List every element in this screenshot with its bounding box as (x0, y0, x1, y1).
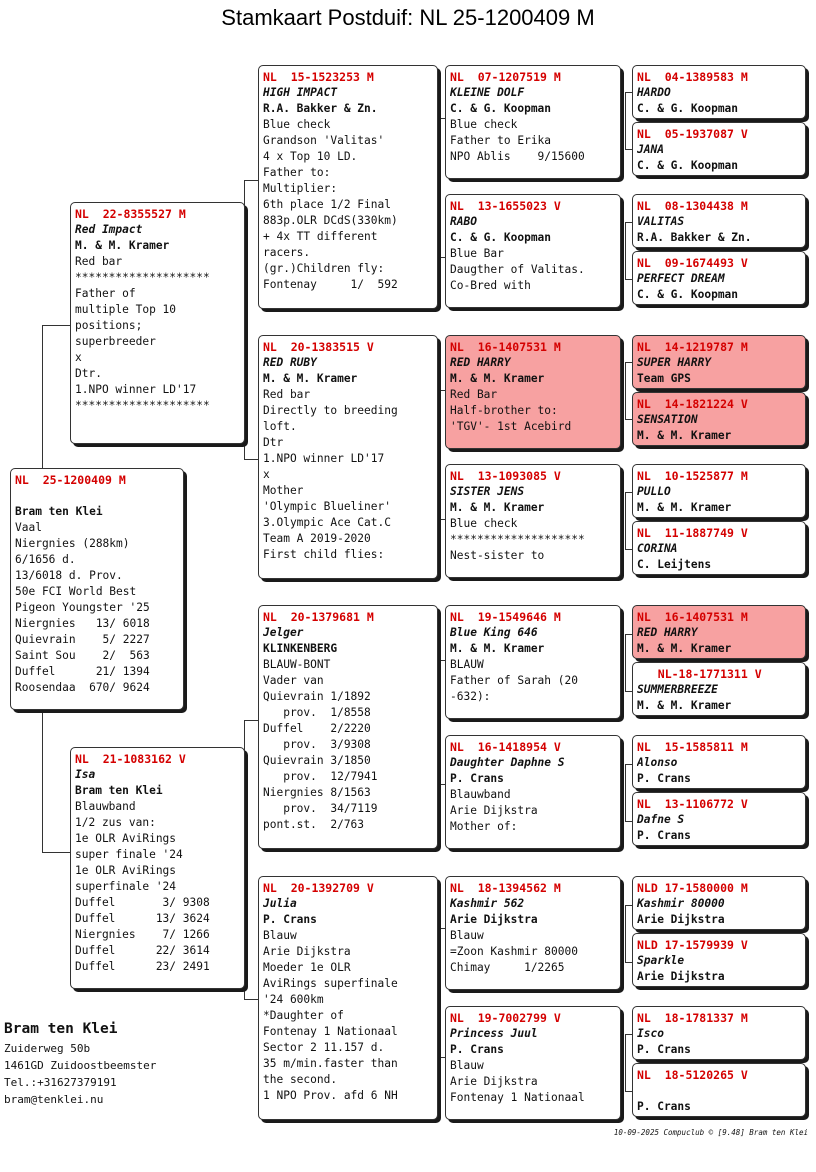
owner: M. & M. Kramer (450, 501, 545, 514)
ring-number: NL 18-1781337 M (637, 1011, 748, 1025)
owner: R.A. Bakker & Zn. (637, 231, 752, 244)
info-line: Fontenay 1 Nationaal (263, 1025, 398, 1038)
pigeon-card-gen5 (632, 122, 806, 176)
pigeon-name: RED HARRY (450, 356, 511, 369)
pigeon-card-gen5 (632, 65, 806, 119)
pigeon-card-gen5 (632, 735, 806, 789)
info-line: 35 m/min.faster than (263, 1057, 398, 1070)
pigeon-name: Isa (75, 768, 96, 781)
info-line: racers. (263, 246, 311, 259)
info-line: Mother (263, 484, 304, 497)
info-line: =Zoon Kashmir 80000 (450, 945, 578, 958)
info-line: loft. (263, 420, 297, 433)
info-line: Blauwband (450, 788, 511, 801)
pigeon-card-subject (10, 468, 184, 710)
info-line: Daugther of Valitas. (450, 263, 585, 276)
info-line: BLAUW (450, 658, 484, 671)
info-line: Red bar (263, 388, 311, 401)
info-line: 6th place 1/2 Final (263, 198, 391, 211)
owner: P. Crans (637, 829, 691, 842)
info-line: Co-Bred with (450, 279, 531, 292)
ring-number: NL 07-1207519 M (450, 70, 561, 84)
info-line: 1.NPO winner LD'17 (263, 452, 385, 465)
info-line: Blauw (450, 1059, 484, 1072)
owner: Team GPS (637, 372, 691, 385)
pigeon-name: Princess Juul (450, 1027, 538, 1040)
pigeon-name: Jelger (263, 626, 304, 639)
info-line: Quievrain 5/ 2227 (15, 633, 150, 646)
ring-number: NL 15-1585811 M (637, 740, 748, 754)
info-line: 13/6018 d. Prov. (15, 569, 123, 582)
pigeon-card-great-grandparent (445, 335, 621, 449)
ring-number: NL-18-1771311 V (637, 667, 762, 681)
info-line: Father to Erika (450, 134, 552, 147)
pigeon-card-father (70, 202, 245, 444)
ring-number: NL 25-1200409 M (15, 473, 126, 487)
info-line: Vaal (15, 521, 42, 534)
info-line: prov. 1/8558 (263, 706, 371, 719)
pigeon-card-gen5 (632, 521, 806, 575)
breeder-city: 1461GD Zuidoostbeemster (4, 1059, 157, 1072)
info-line: Fontenay 1 Nationaal (450, 1091, 585, 1104)
ring-number: NL 16-1418954 V (450, 740, 561, 754)
pigeon-name: Isco (637, 1027, 664, 1040)
info-line: positions; (75, 319, 143, 332)
info-line: Dtr. (75, 367, 102, 380)
pigeon-card-gen5 (632, 1006, 806, 1060)
pigeon-card-great-grandparent (445, 876, 621, 990)
pigeon-name: JANA (637, 143, 664, 156)
ring-number: NL 05-1937087 V (637, 127, 748, 141)
pigeon-card-great-grandparent (445, 464, 621, 578)
ring-number: NLD 17-1579939 V (637, 938, 748, 952)
info-line: Team A 2019-2020 (263, 532, 371, 545)
info-line: Mother of: (450, 820, 518, 833)
owner: R.A. Bakker & Zn. (263, 102, 378, 115)
owner: M. & M. Kramer (637, 429, 732, 442)
info-line: Duffel 13/ 3624 (75, 912, 210, 925)
info-line: pont.st. 2/763 (263, 818, 365, 831)
owner: Arie Dijkstra (637, 913, 725, 926)
info-line: 'Olympic Blueliner' (263, 500, 391, 513)
ring-number: NL 20-1379681 M (263, 610, 374, 624)
ring-number: NL 20-1383515 V (263, 340, 374, 354)
pigeon-name: RABO (450, 215, 477, 228)
ring-number: NL 21-1083162 V (75, 752, 186, 766)
info-line: 883p.OLR DCdS(330km) (263, 214, 398, 227)
pigeon-name: Daughter Daphne S (450, 756, 565, 769)
owner: C. & G. Koopman (450, 102, 552, 115)
ring-number: NL 14-1219787 M (637, 340, 748, 354)
pigeon-card-gen5 (632, 605, 806, 659)
breeder-address: Zuiderweg 50b (4, 1042, 91, 1055)
ring-number: NL 08-1304438 M (637, 199, 748, 213)
info-line: Blauw (450, 929, 484, 942)
info-line: prov. 3/9308 (263, 738, 371, 751)
pigeon-name: HIGH IMPACT (263, 86, 338, 99)
pigeon-card-great-grandparent (445, 735, 621, 849)
info-line: Chimay 1/2265 (450, 961, 565, 974)
info-line: Blue Bar (450, 247, 504, 260)
connector (42, 325, 72, 470)
info-line: -632): (450, 690, 491, 703)
pigeon-card-great-grandparent (445, 194, 621, 308)
owner: M. & M. Kramer (450, 642, 545, 655)
info-line: super finale '24 (75, 848, 183, 861)
pigeon-name: PERFECT DREAM (637, 272, 725, 285)
info-line: Niergnies (288km) (15, 537, 130, 550)
info-line: Half-brother to: (450, 404, 558, 417)
info-line: Arie Dijkstra (450, 1075, 538, 1088)
info-line: Blauw (263, 929, 297, 942)
ring-number: NL 19-7002799 V (450, 1011, 561, 1025)
ring-number: NL 10-1525877 M (637, 469, 748, 483)
info-line: Blue check (450, 118, 518, 131)
info-line: 1 NPO Prov. afd 6 NH (263, 1089, 398, 1102)
page-title: Stamkaart Postduif: NL 25-1200409 M (221, 5, 595, 30)
breeder-name: Bram ten Klei (4, 1021, 118, 1037)
info-line: Duffel 3/ 9308 (75, 896, 210, 909)
pigeon-card-great-grandparent (445, 65, 621, 179)
info-line: multiple Top 10 (75, 303, 177, 316)
pigeon-card-gen5 (632, 251, 806, 305)
info-line: Niergnies 13/ 6018 (15, 617, 150, 630)
pigeon-name: Julia (263, 897, 297, 910)
connector (42, 708, 72, 853)
owner: C. & G. Koopman (637, 102, 739, 115)
ring-number: NL 19-1549646 M (450, 610, 561, 624)
info-line: Fontenay 1/ 592 (263, 278, 398, 291)
pigeon-name: SUPER HARRY (637, 356, 712, 369)
info-line: Red Bar (450, 388, 498, 401)
info-line: NPO Ablis 9/15600 (450, 150, 585, 163)
ring-number: NL 20-1392709 V (263, 881, 374, 895)
pigeon-card-grandparent (258, 65, 438, 309)
pigeon-card-gen5 (632, 933, 806, 987)
ring-number: NL 11-1887749 V (637, 526, 748, 540)
info-line: Father of (75, 287, 136, 300)
info-line: Saint Sou 2/ 563 (15, 649, 150, 662)
info-line: BLAUW-BONT (263, 658, 331, 671)
info-line: *Daughter of (263, 1009, 344, 1022)
pigeon-name: Blue King 646 (450, 626, 538, 639)
pigeon-name: Sparkle (637, 954, 685, 967)
owner: M. & M. Kramer (637, 642, 732, 655)
info-line: Blauwband (75, 800, 136, 813)
breeder-phone: Tel.:+31627379191 (4, 1076, 117, 1089)
pigeon-card-great-grandparent (445, 1006, 621, 1120)
info-line: Red bar (75, 255, 123, 268)
pigeon-card-gen5 (632, 662, 806, 716)
ring-number: NL 18-5120265 V (637, 1068, 748, 1082)
info-line: ******************** (75, 271, 210, 284)
pigeon-name: PULLO (637, 485, 671, 498)
info-line: ******************** (75, 399, 210, 412)
info-line: 50e FCI World Best (15, 585, 137, 598)
info-line (15, 488, 179, 504)
pigeon-card-great-grandparent (445, 605, 621, 719)
info-line: 1e OLR AviRings (75, 864, 177, 877)
pigeon-card-mother (70, 747, 245, 989)
pigeon-name: Alonso (637, 756, 678, 769)
ring-number: NL 13-1093085 V (450, 469, 561, 483)
info-line: ******************** (450, 533, 585, 546)
info-line: Niergnies 7/ 1266 (75, 928, 210, 941)
info-line: superfinale '24 (75, 880, 177, 893)
pigeon-card-gen5 (632, 194, 806, 248)
info-line: Quievrain 3/1850 (263, 754, 371, 767)
pigeon-name: Kashmir 80000 (637, 897, 725, 910)
pigeon-name: VALITAS (637, 215, 685, 228)
pigeon-card-gen5 (632, 792, 806, 846)
pigeon-name (637, 1083, 801, 1099)
pigeon-name: Kashmir 562 (450, 897, 525, 910)
pigeon-name: KLEINE DOLF (450, 86, 525, 99)
info-line: + 4x TT different (263, 230, 378, 243)
info-line: 'TGV'- 1st Acebird (450, 420, 572, 433)
ring-number: NL 13-1106772 V (637, 797, 748, 811)
info-line: Vader van (263, 674, 324, 687)
info-line: superbreeder (75, 335, 156, 348)
info-line: Nest-sister to (450, 549, 545, 562)
pigeon-card-gen5 (632, 392, 806, 446)
owner: M. & M. Kramer (75, 239, 170, 252)
pigeon-name: RED RUBY (263, 356, 317, 369)
owner: C. & G. Koopman (637, 288, 739, 301)
ring-number: NL 18-1394562 M (450, 881, 561, 895)
info-line: Dtr (263, 436, 284, 449)
info-line: Duffel 23/ 2491 (75, 960, 210, 973)
owner: KLINKENBERG (263, 642, 338, 655)
owner: P. Crans (450, 1043, 504, 1056)
info-line: Multiplier: (263, 182, 338, 195)
info-line: Directly to breeding (263, 404, 398, 417)
pigeon-card-gen5 (632, 1063, 806, 1117)
owner: Arie Dijkstra (637, 970, 725, 983)
breeder-info (4, 1018, 156, 1108)
info-line: Roosendaa 670/ 9624 (15, 681, 150, 694)
ring-number: NL 16-1407531 M (450, 340, 561, 354)
breeder-email: bram@tenklei.nu (4, 1093, 104, 1106)
info-line: Arie Dijkstra (263, 945, 351, 958)
owner: M. & M. Kramer (637, 699, 732, 712)
owner: P. Crans (450, 772, 504, 785)
owner: M. & M. Kramer (450, 372, 545, 385)
info-line: 6/1656 d. (15, 553, 76, 566)
info-line: Duffel 21/ 1394 (15, 665, 150, 678)
pigeon-name: Red Impact (75, 223, 143, 236)
info-line: Arie Dijkstra (450, 804, 538, 817)
info-line: x (263, 468, 270, 481)
pigeon-card-gen5 (632, 464, 806, 518)
info-line: Grandson 'Valitas' (263, 134, 385, 147)
pigeon-card-gen5 (632, 335, 806, 389)
pigeon-card-grandparent (258, 876, 438, 1120)
info-line: 1e OLR AviRings (75, 832, 177, 845)
pigeon-name: CORINA (637, 542, 678, 555)
pigeon-name: SENSATION (637, 413, 698, 426)
ring-number: NL 04-1389583 M (637, 70, 748, 84)
info-line: the second. (263, 1073, 338, 1086)
owner: P. Crans (263, 913, 317, 926)
info-line: 4 x Top 10 LD. (263, 150, 358, 163)
owner: C. & G. Koopman (450, 231, 552, 244)
info-line: x (75, 351, 82, 364)
pigeon-name: HARDO (637, 86, 671, 99)
info-line: (gr.)Children fly: (263, 262, 385, 275)
info-line: Niergnies 8/1563 (263, 786, 371, 799)
info-line: Blue check (450, 517, 518, 530)
pigeon-name: Dafne S (637, 813, 685, 826)
pigeon-name: SISTER JENS (450, 485, 525, 498)
info-line: Quievrain 1/1892 (263, 690, 371, 703)
owner: P. Crans (637, 1100, 691, 1113)
info-line: Moeder 1e OLR (263, 961, 351, 974)
pigeon-name: RED HARRY (637, 626, 698, 639)
info-line: Pigeon Youngster '25 (15, 601, 150, 614)
info-line: Sector 2 11.157 d. (263, 1041, 385, 1054)
owner: P. Crans (637, 1043, 691, 1056)
info-line: prov. 34/7119 (263, 802, 378, 815)
owner: Bram ten Klei (15, 505, 103, 518)
pigeon-name: SUMMERBREEZE (637, 683, 718, 696)
pigeon-card-grandparent (258, 335, 438, 579)
info-line: prov. 12/7941 (263, 770, 378, 783)
ring-number: NL 22-8355527 M (75, 207, 186, 221)
ring-number: NL 14-1821224 V (637, 397, 748, 411)
info-line: AviRings superfinale (263, 977, 398, 990)
owner: M. & M. Kramer (263, 372, 358, 385)
info-line: First child flies: (263, 548, 385, 561)
ring-number: NL 15-1523253 M (263, 70, 374, 84)
ring-number: NL 16-1407531 M (637, 610, 748, 624)
info-line: Father of Sarah (20 (450, 674, 578, 687)
info-line: '24 600km (263, 993, 324, 1006)
info-line: Duffel 2/2220 (263, 722, 371, 735)
footer-credit: 10-09-2025 Compuclub © [9.48] Bram ten Klei (613, 1128, 808, 1137)
ring-number: NLD 17-1580000 M (637, 881, 748, 895)
owner: Bram ten Klei (75, 784, 163, 797)
pigeon-card-gen5 (632, 876, 806, 930)
info-line: 1/2 zus van: (75, 816, 156, 829)
info-line: 1.NPO winner LD'17 (75, 383, 197, 396)
info-line: Duffel 22/ 3614 (75, 944, 210, 957)
pigeon-card-grandparent (258, 605, 438, 849)
info-line: Father to: (263, 166, 331, 179)
info-line: 3.Olympic Ace Cat.C (263, 516, 391, 529)
owner: P. Crans (637, 772, 691, 785)
owner: C. Leijtens (637, 558, 712, 571)
ring-number: NL 13-1655023 V (450, 199, 561, 213)
owner: Arie Dijkstra (450, 913, 538, 926)
owner: M. & M. Kramer (637, 501, 732, 514)
owner: C. & G. Koopman (637, 159, 739, 172)
info-line: Blue check (263, 118, 331, 131)
ring-number: NL 09-1674493 V (637, 256, 748, 270)
